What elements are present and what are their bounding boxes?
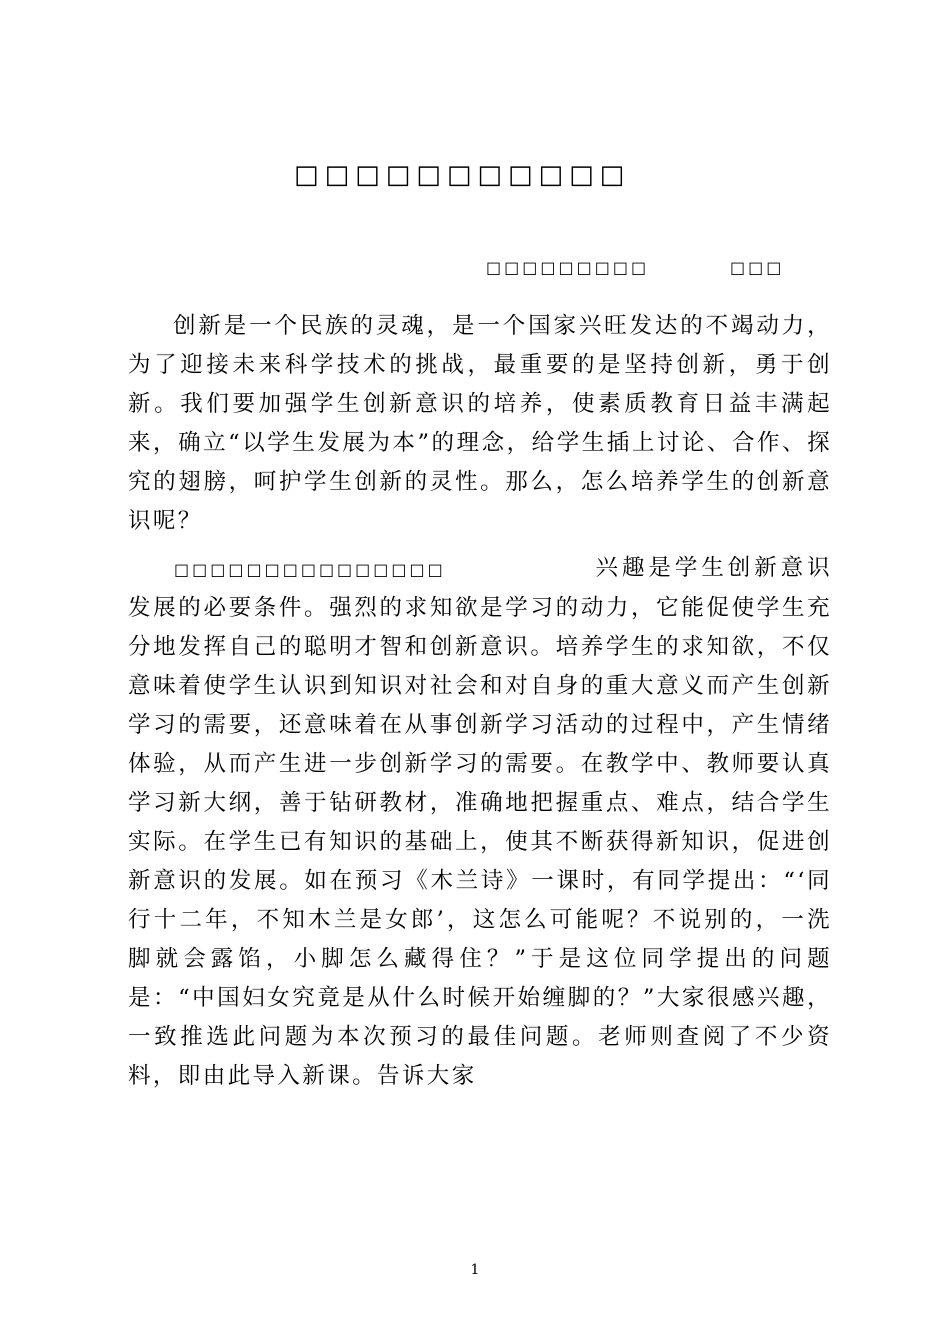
section-heading: □□□□□□□□□□□□□□□ (174, 560, 446, 579)
paragraph-intro: 创新是一个民族的灵魂，是一个国家兴旺发达的不竭动力，为了迎接未来科学技术的挑战，最重要的是坚持创新，勇于创新。我们要加强学生创新意识的培养，使素质教育日益丰满起来，确立“以学生发展为本”的理念，给学生插上讨论、合作、探究的翅膀，呵护学生创新的灵性。那么，怎么培养学生的创新意识呢？ (128, 313, 832, 534)
page-number: 1 (470, 1262, 480, 1278)
author-school: □□□□□□□□□ (486, 258, 650, 277)
paragraph-interest-text: 兴趣是学生创新意识发展的必要条件。强烈的求知欲是学习的动力，它能促使学生充分地发挥自己的聪明才智和创新意识。培养学生的求知欲，不仅意味着使学生认识到知识对社会和对自身的重大意义而产生创新学习的需要，还意味着在从事创新学习活动的过程中，产生情绪体验，从而产生进一步创新学习的需要。在教学中、教师要认真学习新大纲，善于钻研教材，准确地把握重点、难点，结合学生实际。在学生已有知识的基础上，使其不断获得新知识，促进创新意识的发展。如在预习《木兰诗》一课时，有同学提出：“‘同行十二年，不知木兰是女郎’，这怎么可能呢？不说别的，一洗脚就会露馅，小脚怎么藏得住？”于是这位同学提出的问题是：“中国妇女究竟是从什么时候开始缠脚的？”大家很感兴趣，一致推选此问题为本次预习的最佳问题。老师则查阅了不少资料，即由此导入新课。告诉大家 (128, 555, 832, 1089)
document-title: □□□□□□□□□□□ (294, 160, 631, 190)
author-name: □□□ (730, 258, 785, 277)
paragraph-interest (128, 549, 832, 1096)
document-body (128, 307, 832, 1096)
